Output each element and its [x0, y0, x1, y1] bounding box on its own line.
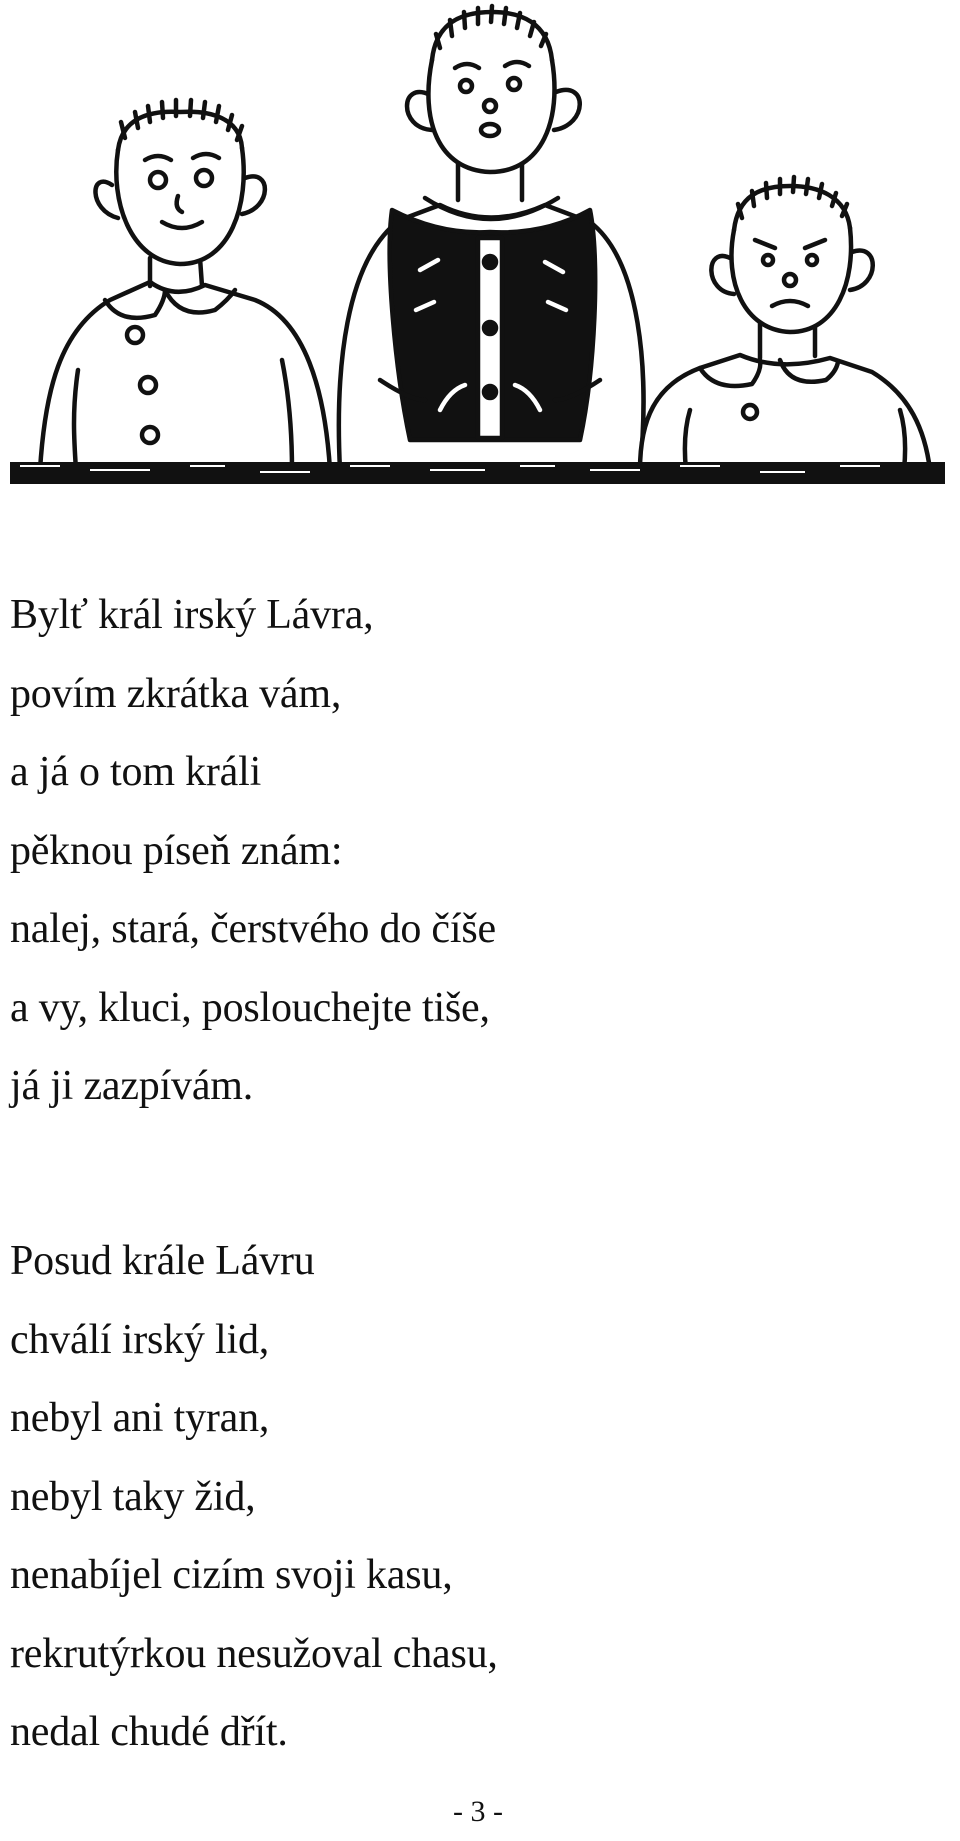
- verse-line: a já o tom králi: [10, 749, 262, 795]
- verse-line: Bylť král irský Lávra,: [10, 592, 374, 638]
- stanza-1: [10, 576, 910, 1126]
- verse-line: já ji zazpívám.: [10, 1063, 254, 1109]
- verse-line: rekrutýrkou nesužoval chasu,: [10, 1630, 498, 1677]
- verse-line: chválí irský lid,: [10, 1316, 270, 1363]
- illustration-drawing: [0, 0, 960, 500]
- left-boy: [40, 100, 330, 470]
- verse-line: nalej, stará, čerstvého do číše: [10, 906, 496, 952]
- verse-line: povím zkrátka vám,: [10, 670, 342, 717]
- middle-boy: [339, 6, 644, 470]
- page-number: [0, 1792, 960, 1832]
- verse-line: nebyl ani tyran,: [10, 1395, 270, 1441]
- verse-line: nebyl taky žid,: [10, 1473, 256, 1520]
- verse-line: Posud krále Lávru: [10, 1238, 315, 1284]
- verse-line: pěknou píseň znám:: [10, 827, 343, 874]
- verse-line: nenabíjel cizím svoji kasu,: [10, 1552, 453, 1598]
- right-boy: [640, 177, 930, 470]
- stanza-2: [10, 1222, 910, 1772]
- page-number-label: - 3 -: [453, 1795, 503, 1828]
- verse-line: a vy, kluci, poslouchejte tiše,: [10, 984, 490, 1031]
- three-boys-illustration: [0, 0, 960, 500]
- verse-line: nedal chudé dřít.: [10, 1709, 288, 1755]
